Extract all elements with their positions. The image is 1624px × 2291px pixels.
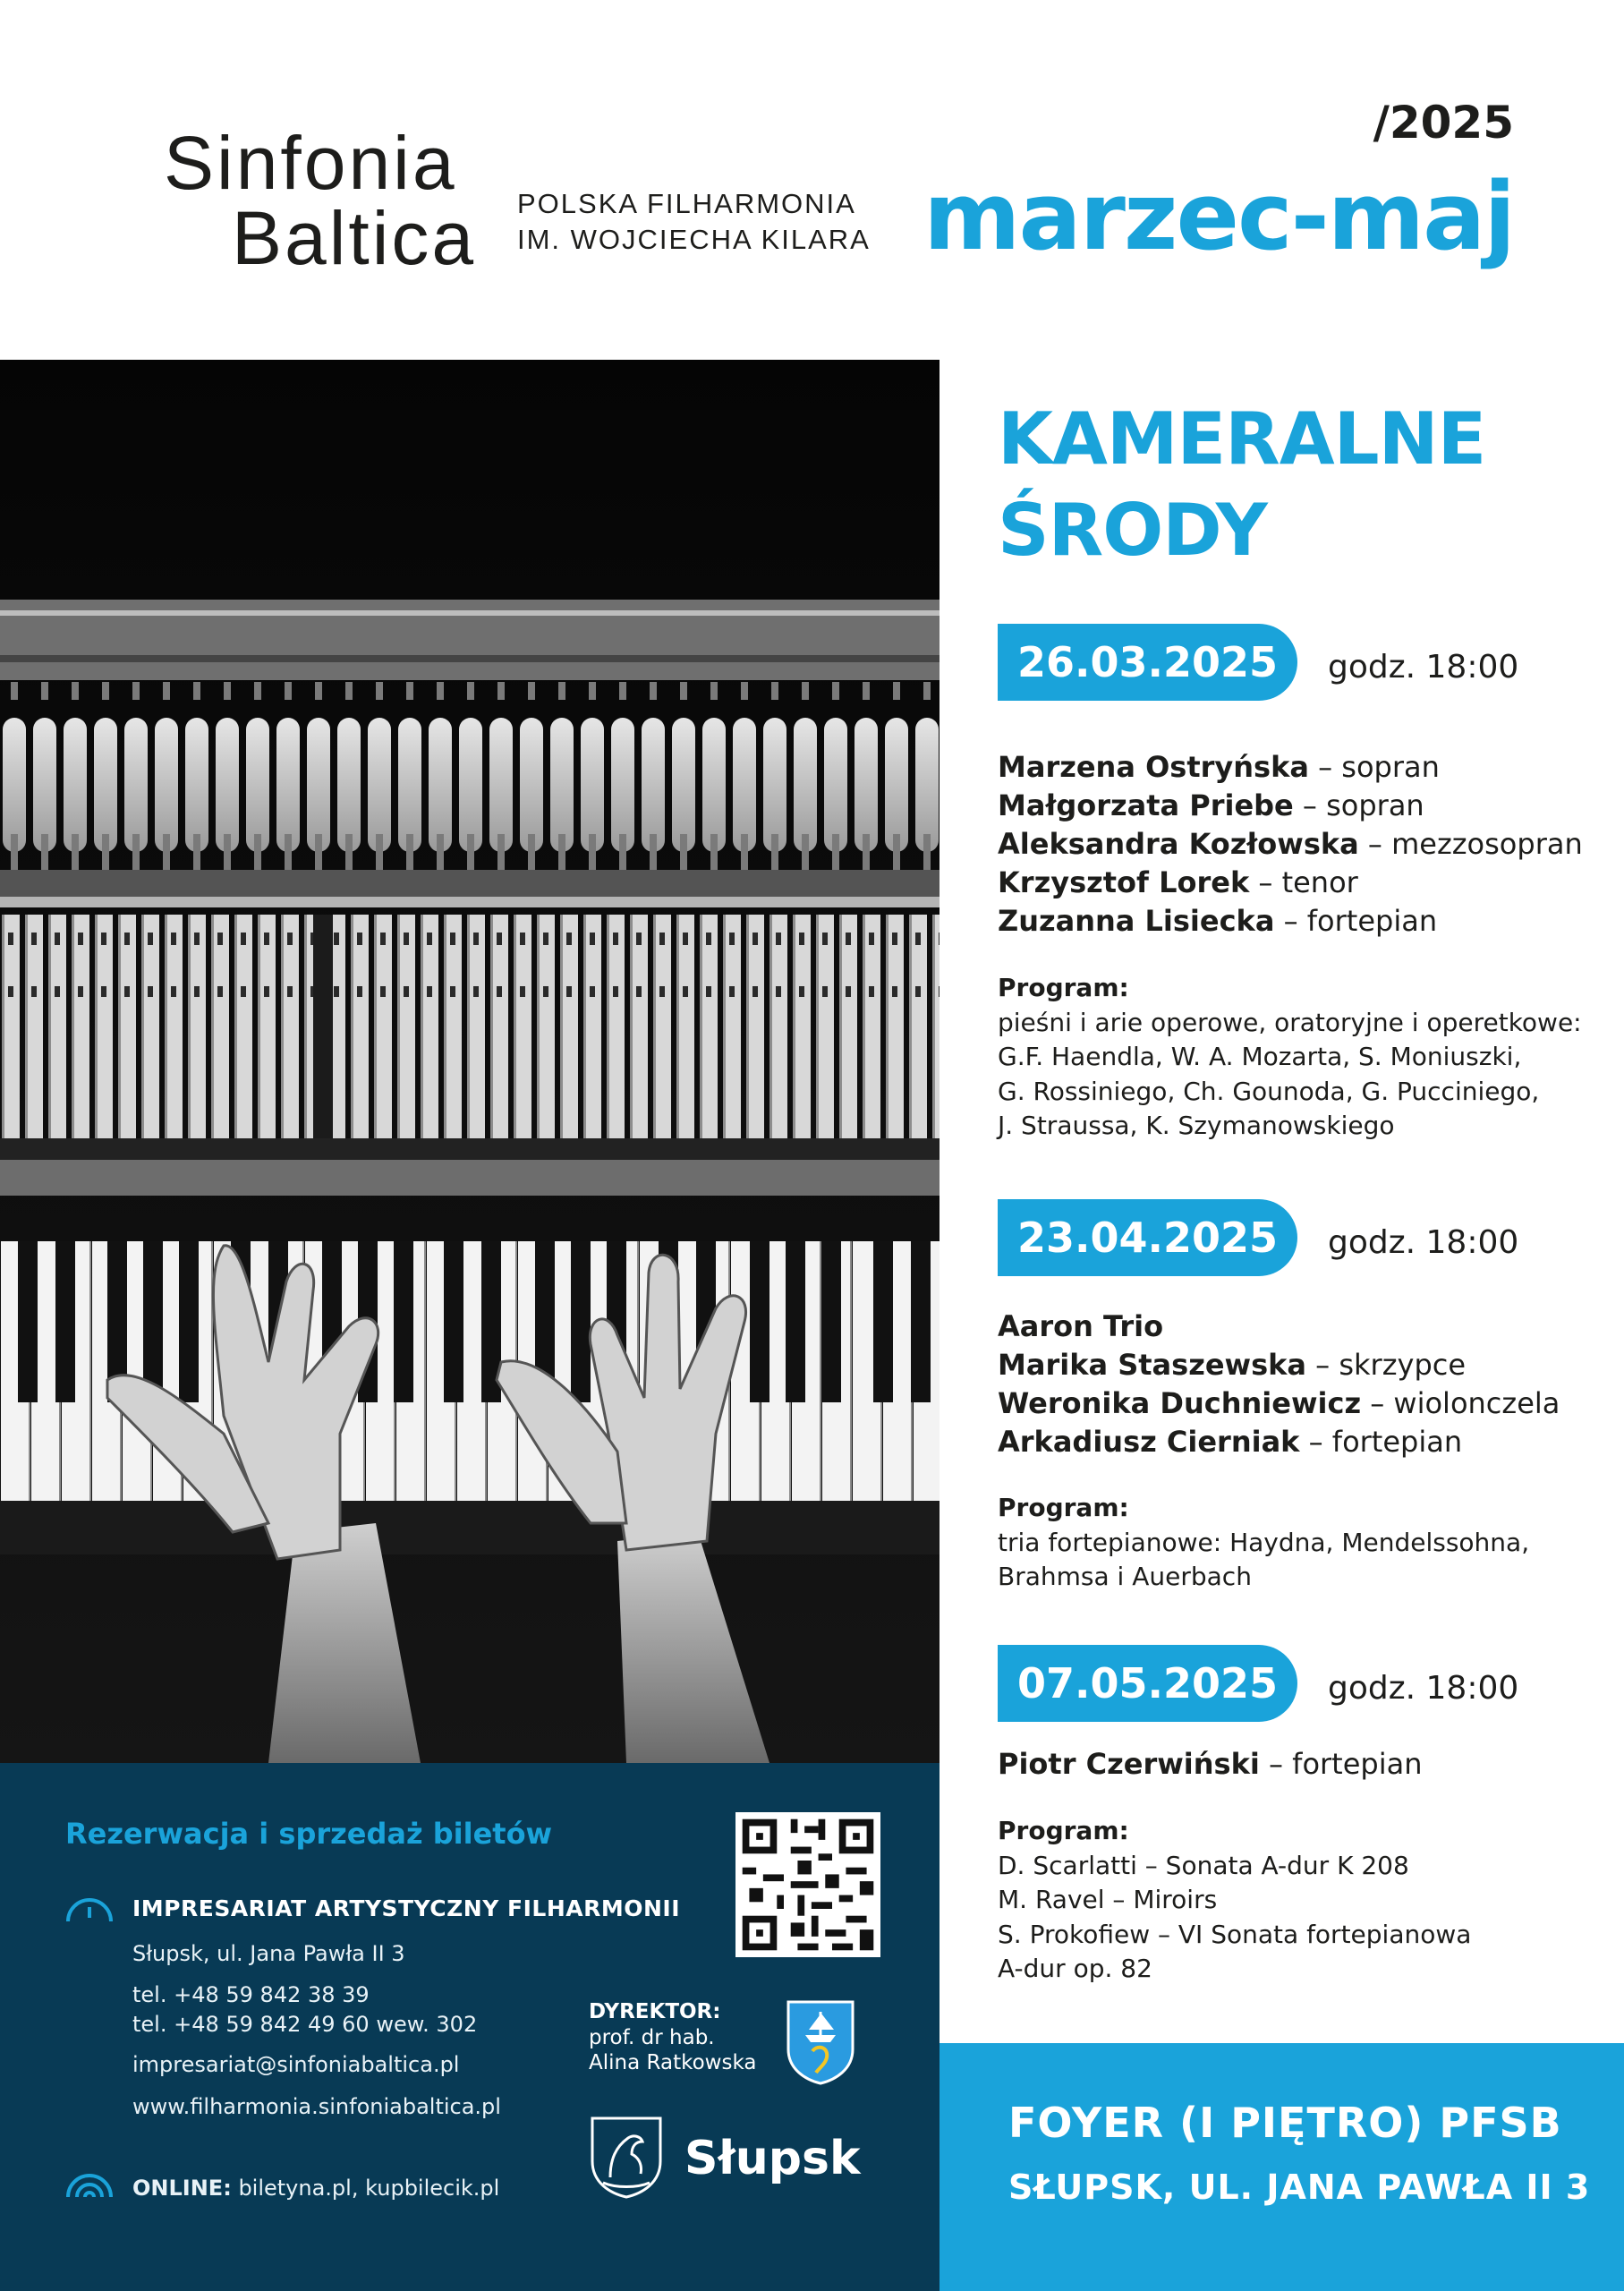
city-griffin-logo [589, 2115, 664, 2201]
program-label: Program: [998, 1816, 1129, 1845]
series-title-line-1: KAMERALNE [998, 397, 1486, 481]
venue-line-2: SŁUPSK, UL. JANA PAWŁA II 3 [1008, 2168, 1591, 2207]
program-line: M. Ravel – Miroirs [998, 1885, 1218, 1914]
concert-1-program [998, 971, 1582, 1144]
concert-3-performers [998, 1745, 1423, 1784]
ensemble-name: Aaron Trio [998, 1309, 1164, 1343]
concert-2-performers [998, 1307, 1560, 1461]
piano-hands-photo [0, 360, 940, 1763]
performer-role: – wiolonczela [1370, 1386, 1560, 1420]
ticket-website-link[interactable]: www.filharmonia.sinfoniabaltica.pl [132, 2094, 501, 2119]
ticket-email-link[interactable]: impresariat@sinfoniabaltica.pl [132, 2052, 460, 2077]
performer [998, 864, 1583, 902]
concert-1-time: godz. 18:00 [1328, 649, 1519, 686]
ticket-office-address: Słupsk, ul. Jana Pawła II 3 [132, 1941, 405, 1966]
performer [998, 825, 1583, 864]
concert-2-date: 23.04.2025 [998, 1199, 1297, 1276]
performer-name: Marika Staszewska [998, 1348, 1306, 1382]
program-line: D. Scarlatti – Sonata A-dur K 208 [998, 1850, 1409, 1880]
performer [998, 1423, 1560, 1461]
concert-1-date: 26.03.2025 [998, 624, 1297, 701]
venue-arc-icon [64, 1895, 115, 1925]
program-line: G. Rossiniego, Ch. Gounoda, G. Pucciniego, [998, 1076, 1540, 1106]
performer-name: Marzena Ostryńska [998, 750, 1309, 784]
venue-line-1: FOYER (I PIĘTRO) PFSB [1008, 2099, 1562, 2147]
performer-role: – fortepian [1269, 1747, 1423, 1781]
program-line: tria fortepianowe: Haydna, Mendelssohna, [998, 1527, 1530, 1557]
concert-3-time: godz. 18:00 [1328, 1670, 1519, 1707]
concert-3-program [998, 1814, 1471, 1987]
performer-role: – skrzypce [1315, 1348, 1467, 1382]
concert-2-program [998, 1491, 1529, 1595]
director-title: prof. dr hab. [589, 2026, 715, 2049]
performer [998, 1745, 1423, 1784]
series-title [998, 394, 1485, 576]
performer-name: Arkadiusz Cierniak [998, 1425, 1300, 1459]
season-months: marzec-maj [923, 162, 1514, 271]
program-label: Program: [998, 1493, 1129, 1522]
ticket-phone-2[interactable]: tel. +48 59 842 49 60 wew. 302 [132, 2012, 478, 2037]
program-line: pieśni i arie operowe, oratoryjne i operetkowe: [998, 1007, 1582, 1037]
performer [998, 902, 1583, 941]
series-title-line-2: ŚRODY [998, 489, 1267, 572]
concert-1-performers [998, 748, 1583, 941]
performer-role: – sopran [1318, 750, 1440, 784]
orchestra-logo [164, 121, 477, 280]
program-line: A-dur op. 82 [998, 1954, 1152, 1983]
director-label: DYREKTOR: [589, 2000, 721, 2023]
ticket-office-name: IMPRESARIAT ARTYSTYCZNY FILHARMONII [132, 1895, 680, 1921]
performer-name: Aleksandra Kozłowska [998, 827, 1359, 861]
program-line: J. Straussa, K. Szymanowskiego [998, 1111, 1395, 1140]
program-line: S. Prokofiew – VI Sonata fortepianowa [998, 1919, 1472, 1949]
concert-2-time: godz. 18:00 [1328, 1224, 1519, 1261]
performer-role: – fortepian [1308, 1425, 1463, 1459]
tickets-heading: Rezerwacja i sprzedaż biletów [65, 1817, 553, 1851]
performer [998, 1346, 1560, 1384]
online-sites-links[interactable]: biletyna.pl, kupbilecik.pl [238, 2176, 500, 2201]
performer-role: – tenor [1258, 865, 1358, 899]
performer-name: Krzysztof Lorek [998, 865, 1250, 899]
concert-3-date: 07.05.2025 [998, 1645, 1297, 1722]
performer-role: – sopran [1302, 788, 1424, 822]
director-name: Alina Ratkowska [589, 2051, 757, 2074]
online-sales-line [132, 2176, 499, 2201]
city-name: Słupsk [684, 2132, 861, 2185]
performer [998, 1384, 1560, 1423]
program-line: G.F. Haendla, W. A. Mozarta, S. Moniuszki, [998, 1042, 1522, 1071]
performer-role: – fortepian [1283, 904, 1438, 938]
piano-photo-illustration [0, 360, 940, 1763]
ticket-phone-1[interactable]: tel. +48 59 842 38 39 [132, 1982, 370, 2007]
logo-line-1: Sinfonia [164, 121, 457, 205]
performer-name: Zuzanna Lisiecka [998, 904, 1275, 938]
orchestra-subtitle [517, 186, 871, 258]
logo-subtitle-2: IM. WOJCIECHA KILARA [517, 224, 871, 255]
performer-name: Piotr Czerwiński [998, 1747, 1260, 1781]
online-wave-icon [64, 2170, 115, 2201]
qr-code[interactable] [735, 1812, 880, 1957]
season-year: /2025 [1373, 97, 1514, 149]
performer-name: Weronika Duchniewicz [998, 1386, 1362, 1420]
program-line: Brahmsa i Auerbach [998, 1562, 1252, 1591]
program-label: Program: [998, 973, 1129, 1002]
performer [998, 787, 1583, 825]
performer-role: – mezzosopran [1367, 827, 1583, 861]
city-coat-of-arms [786, 1999, 855, 2085]
online-label: ONLINE: [132, 2176, 232, 2201]
performer-name: Małgorzata Priebe [998, 788, 1294, 822]
logo-subtitle-1: POLSKA FILHARMONIA [517, 188, 856, 219]
logo-line-2: Baltica [232, 196, 477, 280]
performer [998, 748, 1583, 787]
